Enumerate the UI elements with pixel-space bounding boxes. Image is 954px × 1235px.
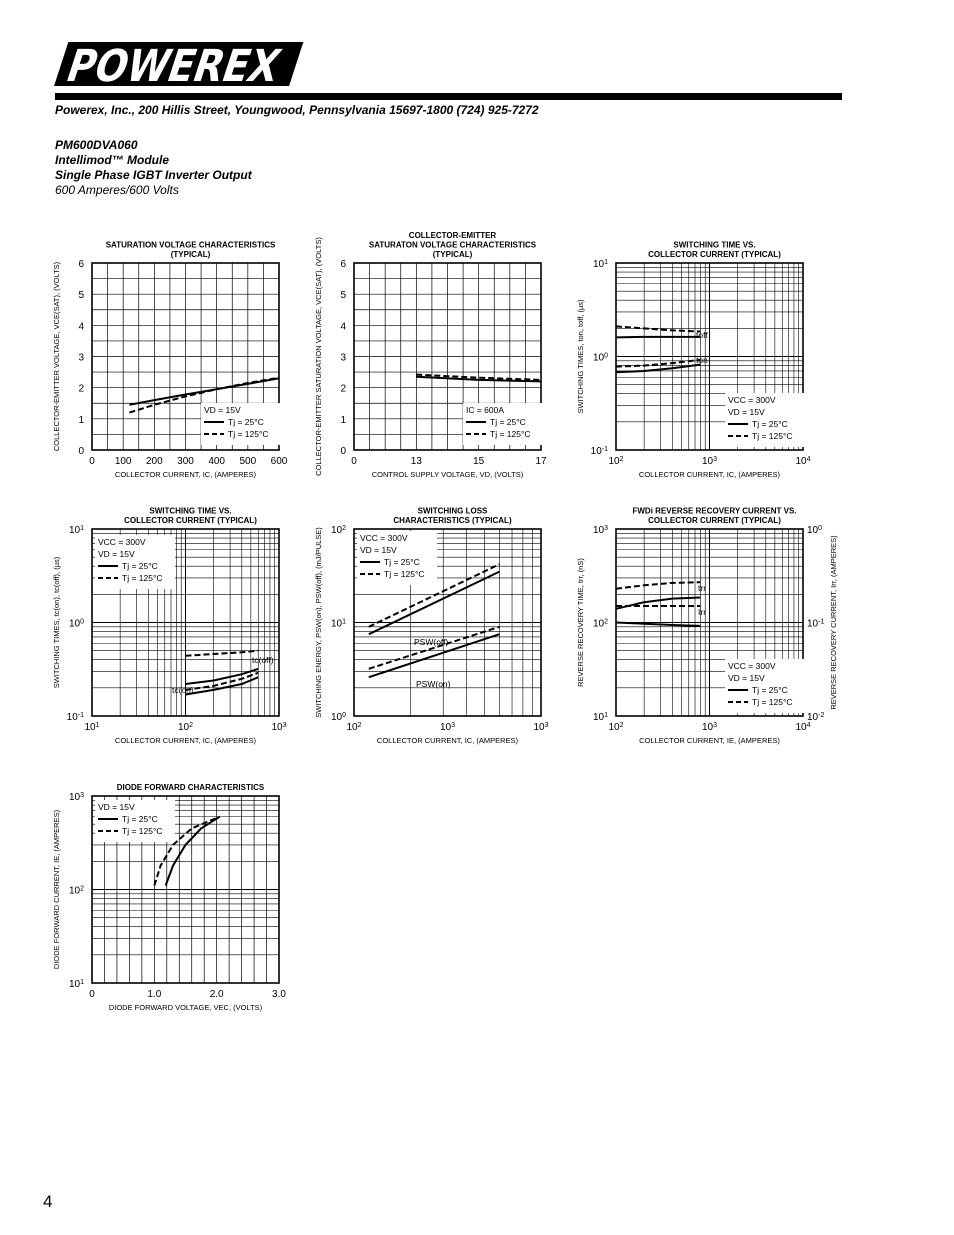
y-tick-label: $10^3$ bbox=[68, 791, 84, 803]
legend bbox=[201, 403, 281, 445]
y-axis-label: COLLECTOR-EMITTER SATURATION VOLTAGE, VCE(SAT), (VOLTS) bbox=[314, 237, 323, 476]
x-tick-label: 0 bbox=[351, 456, 357, 467]
x-tick-label: 13 bbox=[410, 456, 422, 467]
x-tick-exponent: 2 bbox=[619, 721, 624, 729]
y-tick-label: 2 bbox=[78, 383, 84, 395]
company-address: Powerex, Inc., 200 Hillis Street, Youngwood, Pennsylvania 15697-1800 (724) 925-7272 bbox=[55, 103, 539, 117]
chart-c7 bbox=[52, 783, 286, 1012]
y2-tick-label: $10^{-2}$ bbox=[807, 711, 825, 723]
chart-title: CHARACTERISTICS (TYPICAL) bbox=[393, 516, 512, 525]
y-tick-exponent: 0 bbox=[604, 352, 608, 359]
y-tick-label: $10^{-1}$ bbox=[66, 711, 84, 723]
chart-c2 bbox=[314, 231, 547, 479]
y-tick-exponent: 0 bbox=[342, 711, 346, 719]
y-axis-label: DIODE FORWARD CURRENT, IE, (AMPERES) bbox=[52, 809, 61, 970]
rating-line: 600 Amperes/600 Volts bbox=[55, 183, 179, 197]
chart-title: DIODE FORWARD CHARACTERISTICS bbox=[116, 783, 265, 792]
series-line bbox=[616, 623, 700, 626]
legend-label: Tj = 125°C bbox=[752, 431, 793, 441]
x-tick-label: $10^3$ bbox=[271, 721, 287, 733]
y-tick-exponent: 2 bbox=[80, 885, 84, 892]
y-tick-exponent: 2 bbox=[604, 618, 608, 625]
y-tick-label: $10^0$ bbox=[68, 618, 84, 630]
x-axis-label: COLLECTOR CURRENT, IC, (AMPERES) bbox=[638, 470, 781, 479]
legend-label: Tj = 25°C bbox=[122, 561, 158, 571]
legend-label: Tj = 125°C bbox=[752, 697, 793, 707]
y-tick-exponent: 1 bbox=[604, 711, 608, 719]
y-tick-exponent: 3 bbox=[80, 791, 84, 799]
x-tick-exponent: 3 bbox=[451, 721, 456, 729]
legend-label: Tj = 25°C bbox=[228, 417, 264, 427]
y-axis-label: SWITCHING TIMES, tc(on), tc(off), (µs) bbox=[52, 556, 61, 689]
y-tick-label: 2 bbox=[340, 383, 346, 395]
y-tick-label: 1 bbox=[340, 414, 346, 426]
x-tick-label: $10^4$ bbox=[795, 455, 811, 467]
x-axis-label: CONTROL SUPPLY VOLTAGE, VD, (VOLTS) bbox=[371, 470, 524, 479]
y-tick-exponent: -1 bbox=[77, 711, 84, 719]
legend-header: VD = 15V bbox=[98, 549, 135, 559]
y-axis-label: REVERSE RECOVERY TIME, trr, (nS) bbox=[576, 558, 585, 687]
chart-c3 bbox=[576, 241, 811, 480]
legend-label: Tj = 125°C bbox=[122, 573, 163, 583]
legend bbox=[95, 800, 175, 842]
chart-title: (TYPICAL) bbox=[170, 250, 211, 259]
legend bbox=[463, 403, 543, 445]
x-tick-exponent: 3 bbox=[544, 721, 549, 729]
x-tick-exponent: 2 bbox=[357, 721, 362, 729]
x-axis-label: COLLECTOR CURRENT, IC, (AMPERES) bbox=[376, 736, 519, 745]
y-tick-exponent: -1 bbox=[601, 445, 608, 453]
x-tick-label: $10^3$ bbox=[439, 721, 456, 733]
part-number: PM600DVA060 bbox=[55, 138, 138, 152]
legend-header: VD = 15V bbox=[728, 407, 765, 417]
legend bbox=[725, 659, 805, 713]
y-tick-exponent: 1 bbox=[80, 978, 84, 986]
y2-tick-exponent: -1 bbox=[818, 618, 825, 625]
description-line: Single Phase IGBT Inverter Output bbox=[55, 168, 252, 182]
legend-header: VCC = 300V bbox=[98, 537, 146, 547]
y-tick-label: $10^0$ bbox=[592, 352, 608, 364]
legend-label: Tj = 125°C bbox=[228, 429, 269, 439]
y-tick-label: 5 bbox=[78, 290, 84, 302]
chart-title: COLLECTOR CURRENT (TYPICAL) bbox=[648, 250, 781, 259]
series-line bbox=[186, 651, 259, 656]
legend-label: Tj = 125°C bbox=[490, 429, 531, 439]
x-tick-label: $10^1$ bbox=[84, 721, 100, 733]
x-tick-exponent: 1 bbox=[95, 721, 100, 729]
x-axis-label: COLLECTOR CURRENT, IE, (AMPERES) bbox=[639, 736, 780, 745]
x-tick-exponent: 3 bbox=[713, 721, 718, 729]
x-tick-label: 17 bbox=[535, 456, 547, 467]
x-tick-label: 0 bbox=[89, 456, 95, 467]
x-axis-label: DIODE FORWARD VOLTAGE, VEC, (VOLTS) bbox=[108, 1003, 263, 1012]
y-tick-exponent: 1 bbox=[80, 524, 84, 532]
curve-annotation: PSW(off) bbox=[414, 637, 449, 647]
x-tick-label: 200 bbox=[145, 456, 163, 467]
legend bbox=[95, 535, 175, 589]
series-line bbox=[186, 677, 259, 694]
legend-header: VD = 15V bbox=[360, 545, 397, 555]
x-tick-label: $10^2$ bbox=[346, 721, 362, 733]
y2-tick-exponent: -2 bbox=[818, 711, 825, 719]
chart-c1 bbox=[52, 241, 288, 480]
y-tick-label: 3 bbox=[340, 352, 346, 364]
x-tick-label: $10^3$ bbox=[701, 721, 718, 733]
y-tick-exponent: 0 bbox=[80, 618, 84, 625]
y-tick-exponent: 2 bbox=[342, 524, 346, 532]
y-tick-label: $10^2$ bbox=[330, 524, 346, 536]
legend-label: Tj = 25°C bbox=[122, 814, 158, 824]
chart-title: COLLECTOR CURRENT (TYPICAL) bbox=[648, 516, 781, 525]
curve-annotation: PSW(on) bbox=[416, 679, 451, 689]
chart-title: SWITCHING TIME VS. bbox=[673, 240, 756, 250]
y-tick-label: 4 bbox=[78, 321, 84, 333]
y-tick-exponent: 3 bbox=[604, 524, 608, 532]
chart-title: COLLECTOR CURRENT (TYPICAL) bbox=[124, 516, 257, 525]
series-line bbox=[616, 582, 700, 589]
curve-annotation: trr bbox=[698, 583, 707, 593]
x-tick-label: $10^3$ bbox=[701, 455, 718, 467]
x-tick-exponent: 4 bbox=[806, 721, 811, 729]
chart-c6 bbox=[576, 507, 838, 746]
chart-title: SATURATION VOLTAGE CHARACTERISTICS bbox=[105, 240, 276, 250]
x-tick-label: 3.0 bbox=[272, 989, 286, 1000]
y-tick-label: $10^{-1}$ bbox=[590, 445, 608, 457]
x-tick-label: $10^3$ bbox=[533, 721, 549, 733]
legend-header: IC = 600A bbox=[466, 405, 505, 415]
y-axis-label: COLLECTOR-EMITTER VOLTAGE, VCE(SAT), (VOLTS) bbox=[52, 261, 61, 452]
legend bbox=[357, 531, 437, 585]
series-line bbox=[616, 326, 700, 331]
chart-title: (TYPICAL) bbox=[432, 250, 473, 259]
legend-header: VCC = 300V bbox=[728, 661, 776, 671]
x-tick-label: $10^4$ bbox=[795, 721, 811, 733]
x-tick-exponent: 3 bbox=[282, 721, 287, 729]
series-line bbox=[616, 337, 700, 338]
x-tick-exponent: 4 bbox=[806, 455, 811, 463]
logo-text: POWEREX bbox=[60, 40, 323, 92]
x-tick-label: 600 bbox=[270, 456, 288, 467]
legend-header: VCC = 300V bbox=[728, 395, 776, 405]
x-tick-label: 300 bbox=[177, 456, 194, 467]
x-tick-label: 100 bbox=[114, 456, 132, 467]
x-axis-label: COLLECTOR CURRENT, IC, (AMPERES) bbox=[114, 736, 257, 745]
y-tick-label: 5 bbox=[340, 290, 346, 302]
y2-tick-exponent: 0 bbox=[818, 524, 823, 532]
x-tick-label: 1.0 bbox=[147, 989, 162, 1000]
chart-title: SWITCHING TIME VS. bbox=[149, 506, 232, 516]
curve-annotation: ton bbox=[696, 355, 708, 365]
y-tick-label: 0 bbox=[340, 446, 346, 457]
chart-title: SWITCHING LOSS bbox=[417, 506, 488, 516]
legend-label: Tj = 25°C bbox=[490, 417, 526, 427]
page-number: 4 bbox=[43, 1192, 53, 1211]
y-tick-label: $10^3$ bbox=[592, 524, 608, 536]
legend-label: Tj = 125°C bbox=[122, 826, 163, 836]
chart-title: COLLECTOR-EMITTER bbox=[408, 231, 497, 240]
x-tick-label: $10^2$ bbox=[177, 721, 194, 733]
y-axis-label: SWITCHING ENERGY, PSW(on), PSW(off), (mJ/PULSE) bbox=[314, 527, 323, 718]
y-tick-label: $10^1$ bbox=[330, 618, 346, 630]
series-line bbox=[369, 627, 500, 669]
chart-c5 bbox=[314, 507, 549, 746]
x-tick-label: 500 bbox=[239, 456, 257, 467]
y2-tick-label: $10^0$ bbox=[807, 524, 823, 536]
y-tick-label: 3 bbox=[78, 352, 84, 364]
x-tick-exponent: 2 bbox=[619, 455, 624, 463]
y-tick-label: $10^2$ bbox=[68, 885, 84, 897]
series-line bbox=[616, 598, 700, 609]
legend-header: VD = 15V bbox=[728, 673, 765, 683]
x-tick-label: 400 bbox=[208, 456, 226, 467]
x-tick-exponent: 2 bbox=[189, 721, 194, 729]
y-tick-label: 6 bbox=[78, 259, 84, 270]
y-tick-label: 0 bbox=[78, 446, 84, 457]
x-tick-label: $10^2$ bbox=[608, 721, 624, 733]
chart-title: SATURATON VOLTAGE CHARACTERISTICS bbox=[368, 240, 537, 250]
y-tick-label: $10^1$ bbox=[592, 258, 608, 270]
y-tick-label: 4 bbox=[340, 321, 346, 333]
legend bbox=[725, 393, 805, 447]
curve-annotation: Irr bbox=[698, 607, 707, 617]
x-axis-label: COLLECTOR CURRENT, IC, (AMPERES) bbox=[114, 470, 257, 479]
legend-label: Tj = 25°C bbox=[384, 557, 420, 567]
module-line: Intellimod™ Module bbox=[55, 153, 169, 167]
y-tick-label: $10^1$ bbox=[68, 978, 84, 990]
legend-label: Tj = 25°C bbox=[752, 419, 788, 429]
x-tick-label: 15 bbox=[473, 456, 485, 467]
x-tick-label: $10^2$ bbox=[608, 455, 624, 467]
y-tick-label: 6 bbox=[340, 259, 346, 270]
legend-header: VD = 15V bbox=[98, 802, 135, 812]
curve-annotation: tc(on) bbox=[172, 685, 194, 695]
y-tick-exponent: 1 bbox=[604, 258, 608, 266]
x-tick-label: 2.0 bbox=[209, 989, 224, 1000]
y-tick-label: 1 bbox=[78, 414, 84, 426]
legend-header: VD = 15V bbox=[204, 405, 241, 415]
y2-axis-label: REVERSE RECOVERY CURRENT, Irr, (AMPERES) bbox=[829, 535, 838, 710]
y-tick-exponent: 1 bbox=[342, 618, 346, 625]
y-tick-label: $10^1$ bbox=[68, 524, 84, 536]
y2-tick-label: $10^{-1}$ bbox=[807, 618, 825, 630]
chart-c4 bbox=[52, 507, 287, 746]
x-tick-exponent: 3 bbox=[713, 455, 718, 463]
y-tick-label: $10^1$ bbox=[592, 711, 608, 723]
curve-annotation: toff bbox=[696, 330, 708, 340]
chart-title: FWDi REVERSE RECOVERY CURRENT VS. bbox=[632, 506, 797, 516]
curve-annotation: tc(off) bbox=[252, 655, 274, 665]
y-tick-label: $10^2$ bbox=[592, 618, 608, 630]
y-axis-label: SWITCHING TIMES, ton, toff, (µs) bbox=[576, 299, 585, 414]
legend-label: Tj = 25°C bbox=[752, 685, 788, 695]
y-tick-label: $10^0$ bbox=[330, 711, 346, 723]
x-tick-label: 0 bbox=[89, 989, 95, 1000]
legend-header: VCC = 300V bbox=[360, 533, 408, 543]
legend-label: Tj = 125°C bbox=[384, 569, 425, 579]
